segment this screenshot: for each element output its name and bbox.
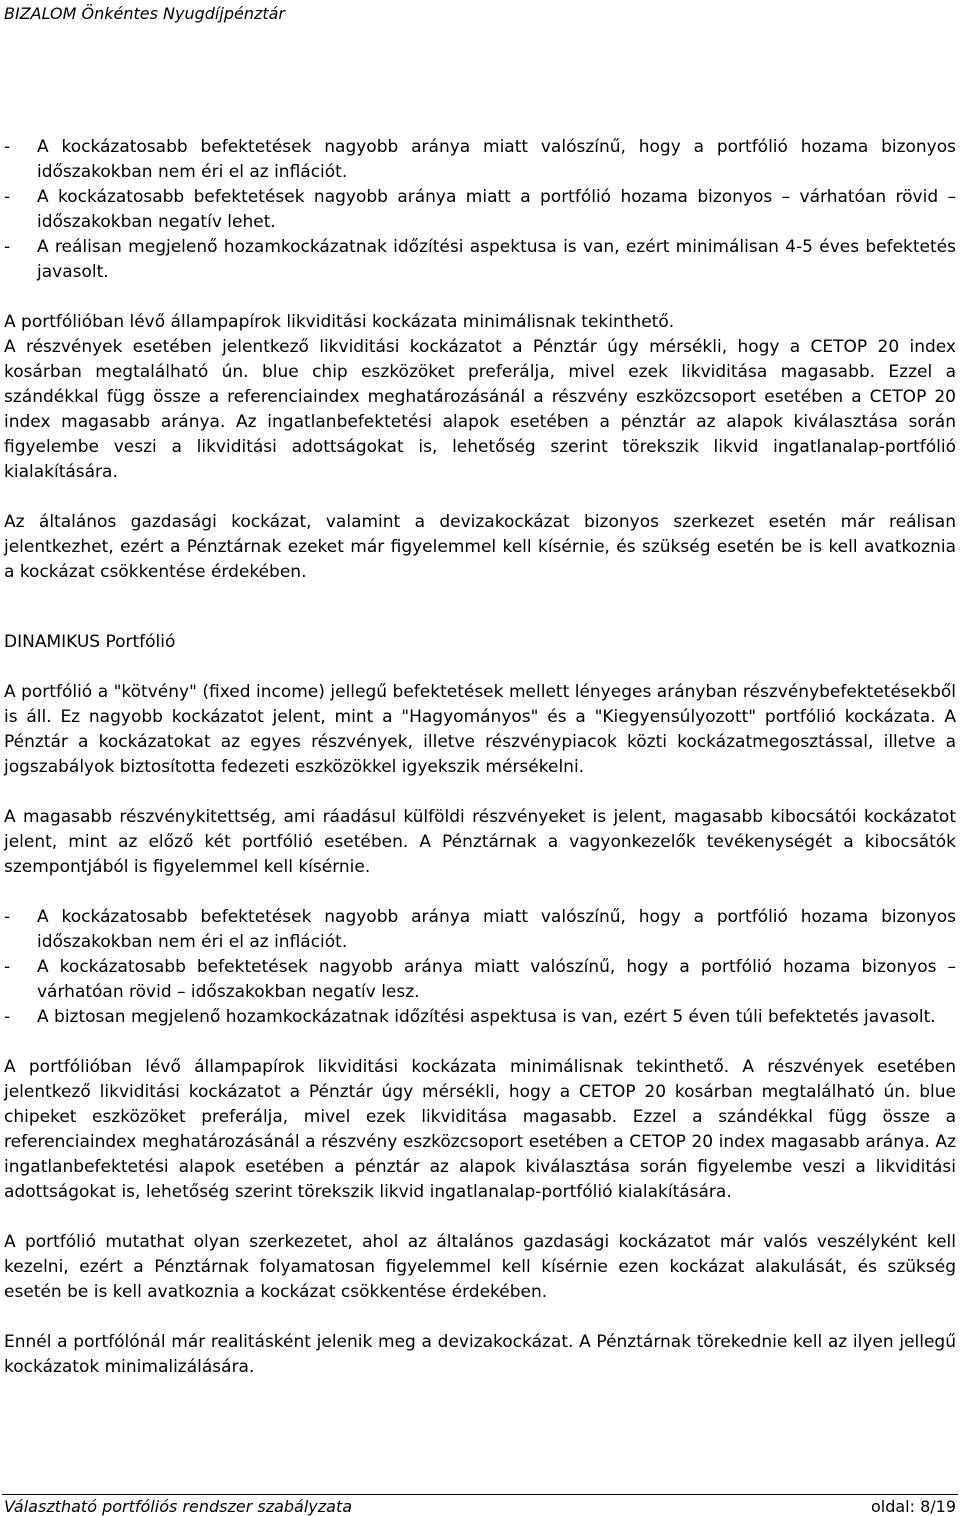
footer-divider [2,1494,958,1495]
list-item [4,1005,956,1030]
list-item-text: A kockázatosabb befektetések nagyobb aránya miatt valószínű, hogy a portfólió hozama bizonyos – várhatóan rövid – időszakokban negatív lesz. [37,957,956,1002]
bullet-dash: - [4,137,11,157]
footer-document-title: Választható portfóliós rendszer szabályzata [4,1497,353,1516]
paragraph: A magasabb részvénykitettség, ami ráadásul külföldi részvényeket is jelent, magasabb kibocsátói kockázatot jelent, mint az előző két portfólió esetében. A Pénztárnak a vagyonkezelők tevékenységét a kibocsátók szempontjából is figyelemmel kell kísérnie. [4,807,956,877]
list-item-text: A kockázatosabb befektetések nagyobb aránya miatt a portfólió hozama bizonyos – várhatóan rövid – időszakokban negatív lehet. [37,187,956,232]
list-item [4,235,956,285]
paragraph: Ennél a portfólónál már realitásként jelenik meg a devizakockázat. A Pénztárnak törekednie kell az ilyen jellegű kockázatok minimalizálására. [4,1332,956,1377]
list-item-text: A reálisan megjelenő hozamkockázatnak időzítési aspektusa is van, ezért minimálisan 4-5 éves befektetés javasolt. [37,237,956,282]
page-content [4,135,956,1380]
list-item [4,905,956,955]
bullet-dash: - [4,957,11,977]
paragraph: A portfólió mutathat olyan szerkezetet, ahol az általános gazdasági kockázatot már valós veszélyként kell kezelni, ezért a Pénztárnak folyamatosan figyelemmel kell kísérnie ezen kockázat alakulását, és szükség esetén be is kell avatkoznia a kockázat csökkentése érdekében. [4,1232,956,1302]
footer-page-number: oldal: 8/19 [870,1497,956,1516]
bullet-dash: - [4,907,11,927]
bullet-dash: - [4,1007,11,1027]
paragraph: A portfólióban lévő állampapírok likviditási kockázata minimálisnak tekinthető. A részvények esetében jelentkező likviditási kockázatot a Pénztár úgy mérsékli, hogy a CETOP 20 kosárban megtalálható ún. blue chipeket eszközöket preferálja, mivel ezek likviditása magasabb. Ezzel a szándékkal függ össze a referenciaindex meghatározásánál a részvény eszközcsoport esetében a CETOP 20 index magasabb aránya. Az ingatlanbefektetési alapok esetében a pénztár az alapok kiválasztása során figyelembe veszi a likviditási adottságokat is, lehetőség szerint törekszik likvid ingatlanalap-portfólió kialakítására. [4,1057,956,1202]
list-item [4,955,956,1005]
list-item-text: A kockázatosabb befektetések nagyobb aránya miatt valószínű, hogy a portfólió hozama bizonyos időszakokban nem éri el az inflációt. [37,137,956,182]
paragraph: A részvények esetében jelentkező likviditási kockázatot a Pénztár úgy mérsékli, hogy a CETOP 20 index kosárban megtalálható ún. blue chip eszközöket preferálja, mivel ezek likviditása magasabb. Ezzel a szándékkal függ össze a referenciaindex meghatározásánál a részvény eszközcsoport esetében a CETOP 20 index magasabb aránya. Az ingatlanbefektetési alapok esetében a pénztár az alapok kiválasztása során figyelembe veszi a likviditási adottságokat is, lehetőség szerint törekszik likvid ingatlanalap-portfólió kialakítására. [4,337,956,482]
list-item [4,185,956,235]
section-heading: DINAMIKUS Portfólió [4,632,176,652]
paragraph: A portfólióban lévő állampapírok likviditási kockázata minimálisnak tekinthető. [4,312,675,332]
bullet-dash: - [4,237,11,257]
paragraph: Az általános gazdasági kockázat, valamint a devizakockázat bizonyos szerkezet esetén már reálisan jelentkezhet, ezért a Pénztárnak ezeket már figyelemmel kell kísérnie, és szükség esetén be is kell avatkoznia a kockázat csökkentése érdekében. [4,512,956,582]
paragraph: A portfólió a "kötvény" (fixed income) jellegű befektetések mellett lényeges arányban részvénybefektetésekből is áll. Ez nagyobb kockázatot jelent, mint a "Hagyományos" és a "Kiegyensúlyozott" portfólió kockázata. A Pénztár a kockázatokat az egyes részvények, illetve részvénypiacok közti kockázatmegosztással, illetve a jogszabályok biztosította fedezeti eszközökkel igyekszik mérsékelni. [4,682,956,777]
list-item [4,135,956,185]
list-item-text: A biztosan megjelenő hozamkockázatnak időzítési aspektusa is van, ezért 5 éven túli befektetés javasolt. [37,1007,936,1027]
list-item-text: A kockázatosabb befektetések nagyobb aránya miatt valószínű, hogy a portfólió hozama bizonyos időszakokban nem éri el az inflációt. [37,907,956,952]
page-header-title: BIZALOM Önkéntes Nyugdíjpénztár [4,4,286,23]
bullet-dash: - [4,187,11,207]
